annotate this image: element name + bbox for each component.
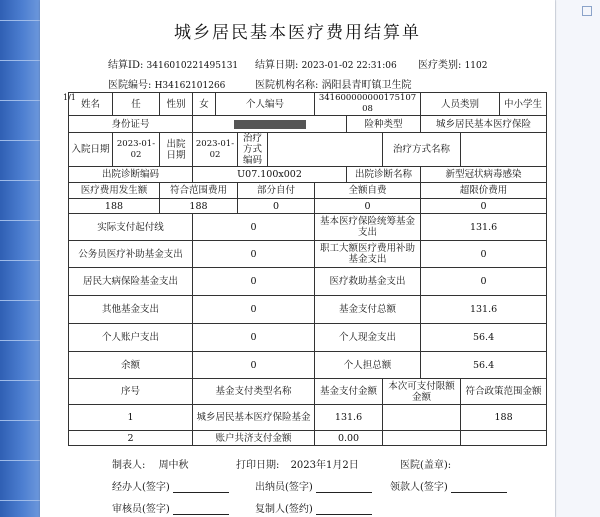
fund-name: 账户共济支付金额: [193, 431, 315, 446]
fee-header: 全额自费: [315, 183, 421, 199]
reviewer-sign: [255, 500, 372, 515]
summary-label: 基本医疗保险统筹基金支出: [315, 214, 421, 241]
admit-value: 2023-01-02: [113, 133, 160, 167]
page-number: 1/1: [63, 93, 76, 102]
maker: [112, 456, 189, 471]
person-no-value: 34160000000017510708: [315, 93, 421, 116]
fund-header: 基金支付金额: [315, 379, 383, 405]
hospital-seal-label: 医院(盖章):: [400, 460, 452, 471]
summary-value: 0: [193, 241, 315, 268]
summary-value: 56.4: [421, 352, 547, 379]
auditor-label: 审核员(签字): [112, 504, 170, 515]
settle-id-label: 结算ID:: [108, 60, 144, 71]
diag-code-value: U07.100x002: [193, 167, 347, 183]
summary-value: 0: [421, 241, 547, 268]
table-row: [69, 324, 547, 352]
discharge-value: 2023-01-02: [193, 133, 238, 167]
fee-value: 188: [69, 199, 160, 214]
receiver-label: 领款人(签字): [390, 482, 448, 493]
name-value: 任: [113, 93, 160, 116]
page-corner-marker: [582, 6, 592, 16]
handler-label: 经办人(签字): [112, 482, 170, 493]
fund-header: 本次可支付限额金额: [383, 379, 461, 405]
maker-value: 周中秋: [158, 460, 189, 471]
receiver-sign: [390, 478, 507, 493]
signature-line: [316, 503, 372, 515]
name-label: 姓名: [69, 93, 113, 116]
fund-header: 符合政策范围金额: [461, 379, 547, 405]
signature-line: [173, 481, 229, 493]
summary-value: 131.6: [421, 214, 547, 241]
reviewer-label: 复制人(签约): [255, 504, 313, 515]
fee-value: 0: [238, 199, 315, 214]
diag-name-value: 新型冠状病毒感染: [421, 167, 547, 183]
discharge-label: 出院日期: [160, 133, 193, 167]
table-row: [69, 133, 547, 167]
fee-header: 医疗费用发生额: [69, 183, 160, 199]
fund-policy: 188: [461, 405, 547, 431]
summary-value: 0: [193, 324, 315, 352]
fund-header: 序号: [69, 379, 193, 405]
fund-no: 1: [69, 405, 193, 431]
summary-label: 基金支付总额: [315, 296, 421, 324]
table-row: [69, 167, 547, 183]
table-row: [69, 183, 547, 199]
summary-value: 0: [193, 352, 315, 379]
admit-label: 入院日期: [69, 133, 113, 167]
summary-label: 个人担总额: [315, 352, 421, 379]
signature-line: [451, 481, 507, 493]
treat-name-value: [461, 133, 547, 167]
document-title: 城乡居民基本医疗费用结算单: [174, 23, 421, 43]
org-name-label: 医院机构名称:: [255, 80, 319, 91]
summary-value: 0: [193, 214, 315, 241]
fund-limit: [383, 405, 461, 431]
settle-date-label: 结算日期:: [255, 60, 299, 71]
fee-header: 部分自付: [238, 183, 315, 199]
fund-header: 基金支付类型名称: [193, 379, 315, 405]
cashier-sign: [255, 478, 372, 493]
right-panel: [555, 0, 600, 517]
fee-value: 188: [160, 199, 238, 214]
print-date-value: 2023年1月2日: [290, 460, 359, 471]
org-name: [255, 76, 412, 91]
fee-header: 符合范围费用: [160, 183, 238, 199]
left-panel: [0, 0, 40, 517]
fee-value: 0: [315, 199, 421, 214]
diag-name-label: 出院诊断名称: [347, 167, 421, 183]
insurance-type-value: 城乡居民基本医疗保险: [421, 116, 547, 133]
summary-value: 0: [193, 296, 315, 324]
id-value: [193, 116, 347, 133]
summary-label: 居民大病保险基金支出: [69, 268, 193, 296]
fund-name: 城乡居民基本医疗保险基金: [193, 405, 315, 431]
treat-name-label: 治疗方式名称: [383, 133, 461, 167]
id-label: 身份证号: [69, 116, 193, 133]
table-row: [69, 268, 547, 296]
cashier-label: 出纳员(签字): [255, 482, 313, 493]
gender-label: 性别: [160, 93, 193, 116]
fund-policy: [461, 431, 547, 446]
print-date-label: 打印日期:: [236, 460, 280, 471]
table-row: [69, 241, 547, 268]
summary-label: 余额: [69, 352, 193, 379]
summary-value: 56.4: [421, 324, 547, 352]
summary-value: 131.6: [421, 296, 547, 324]
table-row: [69, 431, 547, 446]
insurance-type-label: 险种类型: [347, 116, 421, 133]
med-type-label: 医疗类别:: [418, 60, 462, 71]
maker-label: 制表人:: [112, 460, 146, 471]
fund-amount: 131.6: [315, 405, 383, 431]
diag-code-label: 出院诊断编码: [69, 167, 193, 183]
med-type: [418, 56, 487, 71]
fund-limit: [383, 431, 461, 446]
signature-line: [316, 481, 372, 493]
summary-value: 0: [193, 268, 315, 296]
table-row: [69, 379, 547, 405]
settlement-table: [68, 92, 547, 446]
summary-label: 职工大额医疗费用补助基金支出: [315, 241, 421, 268]
treat-mode-label: 治疗方式编码: [238, 133, 268, 167]
fee-header: 超限价费用: [421, 183, 547, 199]
settle-date-value: 2023-01-02 22:31:06: [301, 61, 397, 71]
person-no-label: 个人编号: [216, 93, 315, 116]
table-row: [69, 352, 547, 379]
table-row: [69, 93, 547, 116]
print-date: [236, 456, 359, 471]
treat-mode-value: [268, 133, 383, 167]
org-name-value: 涡阳县青町镇卫生院: [321, 80, 412, 91]
summary-label: 公务员医疗补助基金支出: [69, 241, 193, 268]
settle-date: [255, 56, 397, 71]
summary-label: 医疗救助基金支出: [315, 268, 421, 296]
summary-value: 0: [421, 268, 547, 296]
auditor-sign: [112, 500, 229, 515]
table-row: [69, 214, 547, 241]
person-type-label: 人员类别: [421, 93, 500, 116]
summary-label: 个人账户支出: [69, 324, 193, 352]
summary-label: 其他基金支出: [69, 296, 193, 324]
gender-value: 女: [193, 93, 216, 116]
table-row: [69, 199, 547, 214]
hospital-code: [108, 76, 225, 91]
summary-label: 实际支付起付线: [69, 214, 193, 241]
hospital-code-value: H34162101266: [154, 81, 226, 91]
settle-id-value: 3416010221495131: [146, 61, 239, 71]
summary-label: 个人现金支出: [315, 324, 421, 352]
hospital-code-label: 医院编号:: [108, 80, 152, 91]
fund-amount: 0.00: [315, 431, 383, 446]
person-type-value: 中小学生: [500, 93, 547, 116]
fund-no: 2: [69, 431, 193, 446]
table-row: [69, 405, 547, 431]
settle-id: [108, 56, 238, 71]
table-row: [69, 296, 547, 324]
hospital-seal: [400, 456, 451, 471]
signature-line: [173, 503, 229, 515]
fee-value: 0: [421, 199, 547, 214]
handler-sign: [112, 478, 229, 493]
redacted-id: [234, 120, 306, 129]
table-row: [69, 116, 547, 133]
med-type-value: 1102: [464, 61, 488, 71]
